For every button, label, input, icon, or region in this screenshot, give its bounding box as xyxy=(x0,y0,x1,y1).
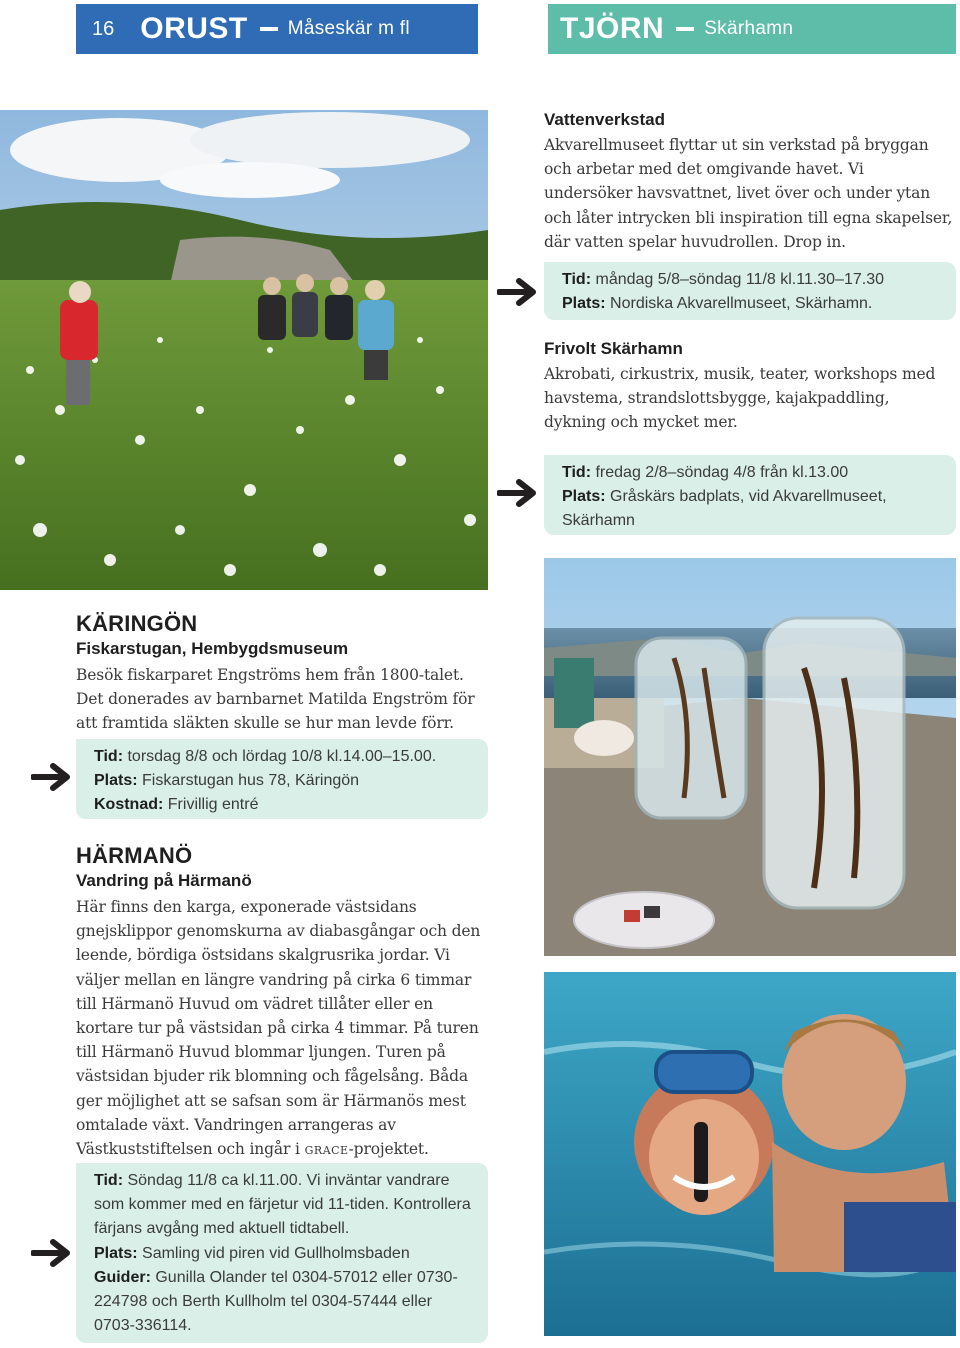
header-right-banner xyxy=(548,4,956,54)
harmano-heading: HÄRMANÖ xyxy=(76,843,193,868)
harmano-place-row: Plats: Samling vid piren vid Gullholmsbaden xyxy=(94,1244,410,1262)
frivolt-info-box xyxy=(544,455,956,535)
vattenverkstad-place-row: Plats: Nordiska Akvarellmuseet, Skärhamn. xyxy=(562,295,873,313)
right-place-title: Skärhamn xyxy=(704,18,794,39)
karingon-heading: KÄRINGÖN xyxy=(76,611,198,636)
frivolt-body: Akrobati, cirkustrix, musik, teater, workshops med havstema, strandslottsbygge, kajakpaddling, dykning och mycket mer. xyxy=(544,365,936,432)
harmano-title: Vandring på Härmanö xyxy=(76,871,252,890)
right-arrow-icon xyxy=(31,762,75,792)
kids-snorkeling-photo xyxy=(544,972,956,1336)
right-arrow-icon xyxy=(31,1238,75,1268)
vattenverkstad-info-box xyxy=(544,262,956,320)
harmano-info-box xyxy=(76,1163,488,1343)
right-arrow-icon xyxy=(497,277,541,307)
karingon-place-row: Plats: Fiskarstugan hus 78, Käringön xyxy=(94,772,360,790)
harmano-body: Här finns den karga, exponerade västsidans gnejsklippor genomskurna av diabasgångar och den leende, bördiga östsidans skalgrusrika jordar. Vi väljer mellan en längre vandring på cirka 6 timmar till Härmanö Huvud om vädret tillåter eller en kortare tur på västsidan på cirka 4 timmar. På turen till Härmanö Huvud blommar ljungen. Turen på västsidan bjuder rik blomning och fågelsång. Båda ger möjlighet att se safsan som är Härmanös mest omtalade växt. Vandringen arrangeras av Västkuststiftelsen och ingår i grace-projektet. xyxy=(76,898,481,1159)
karingon-time-row: Tid: torsdag 8/8 och lördag 10/8 kl.14.00–15.00. xyxy=(94,748,437,765)
jars-seaweed-photo xyxy=(544,558,956,956)
right-area-title: TJÖRN xyxy=(560,12,665,45)
header-dash xyxy=(676,27,694,31)
frivolt-place-row: Plats: Gråskärs badplats, vid Akvarellmuseet, Skärhamn xyxy=(562,488,887,530)
vattenverkstad-body: Akvarellmuseet flyttar ut sin verkstad på bryggan och arbetar med det omgivande havet. Vi undersöker havsvattnet, livet över och under ytan och låter intrycken bli inspiration till egna skapelser, där vatten spelar huvudrollen. Drop in. xyxy=(544,136,953,251)
page-number: 16 xyxy=(92,17,115,40)
karingon-title: Fiskarstugan, Hembygdsmuseum xyxy=(76,639,349,658)
frivolt-time-row: Tid: fredag 2/8–söndag 4/8 från kl.13.00 xyxy=(562,464,849,481)
child-left xyxy=(634,1052,774,1215)
header-dash xyxy=(260,27,278,31)
meadow-hikers-photo xyxy=(0,110,488,590)
harmano-guides-row: Guider: Gunilla Olander tel 0304-57012 eller 0730-224798 och Berth Kullholm tel 0304-57444 eller 0703-336114. xyxy=(94,1268,458,1335)
left-place-title: Måseskär m fl xyxy=(287,18,410,39)
karingon-cost-row: Kostnad: Frivillig entré xyxy=(94,796,259,814)
harmano-time-row: Tid: Söndag 11/8 ca kl.11.00. Vi inväntar vandrare som kommer med en färjetur vid 11-tiden. Kontrollera färjans avgång med aktuell tidtabell. xyxy=(94,1172,471,1238)
header-left-banner xyxy=(76,4,478,54)
frivolt-title: Frivolt Skärhamn xyxy=(544,339,683,358)
karingon-body: Besök fiskarparet Engströms hem från 1800-talet. Det donerades av barnbarnet Matilda Engström för att framtida släkten skulle se hur man levde förr. xyxy=(76,666,475,733)
karingon-info-box xyxy=(76,739,488,819)
left-area-title: ORUST xyxy=(140,12,248,45)
right-arrow-icon xyxy=(497,478,541,508)
vattenverkstad-title: Vattenverkstad xyxy=(544,110,665,129)
vattenverkstad-time-row: Tid: måndag 5/8–söndag 11/8 kl.11.30–17.30 xyxy=(562,271,885,288)
